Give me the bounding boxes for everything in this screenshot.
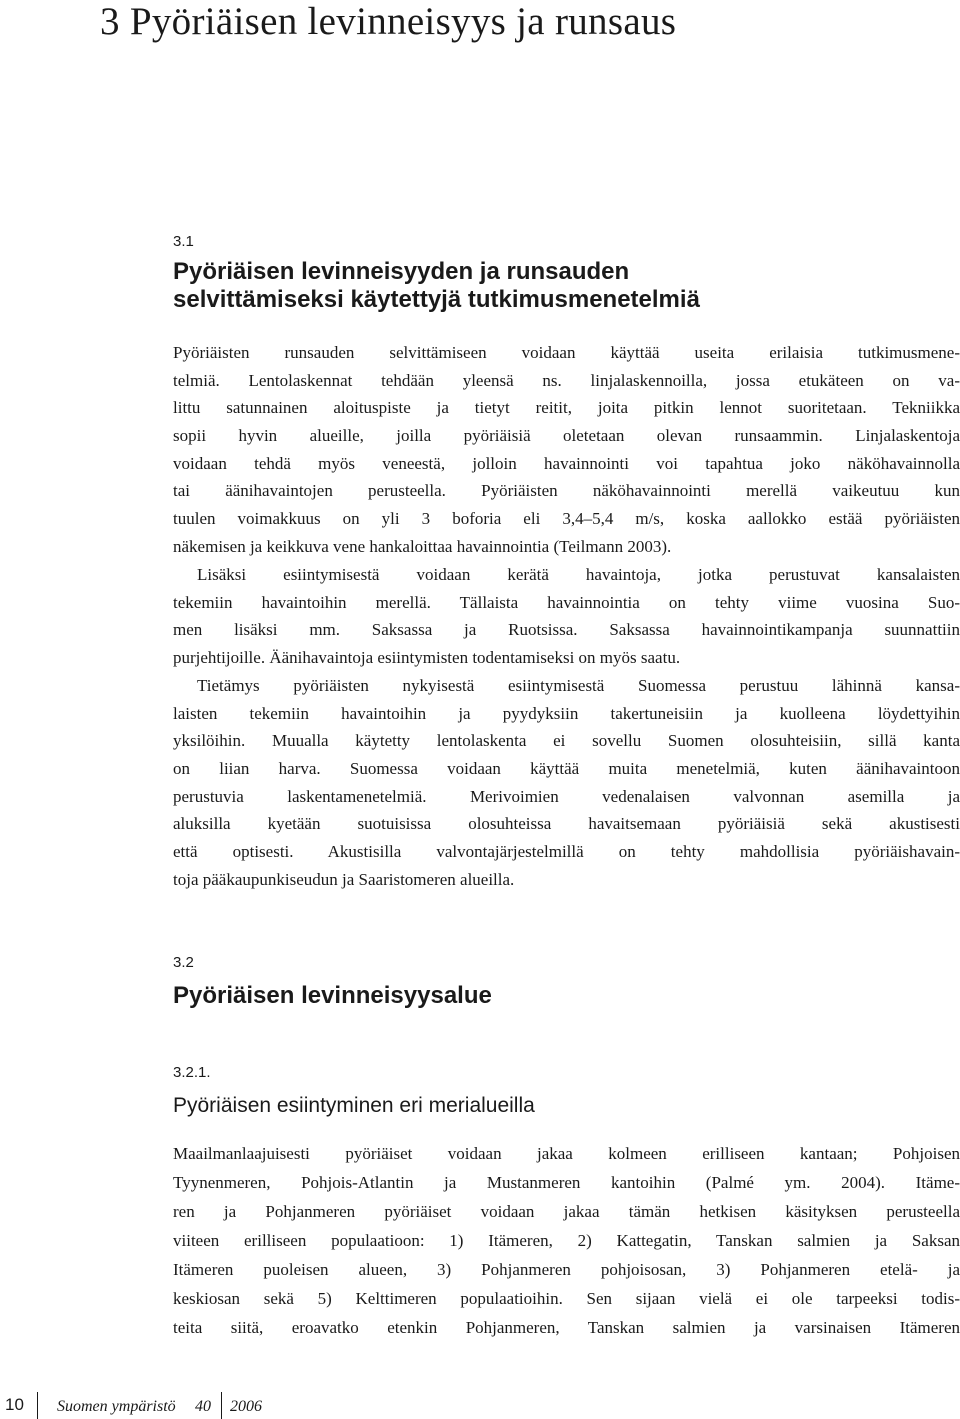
text-line: Tietämys pyöriäisten nykyisestä esiintymisestä Suomessa perustuu lähinnä kansa-	[197, 676, 960, 695]
text-line: näkemisen ja keikkuva vene hankaloittaa havainnointia (Teilmann 2003).	[173, 536, 672, 556]
paragraph	[173, 1139, 960, 1342]
text-line: littu satunnainen aloituspiste ja tietyt reitit, joita pitkin lennot suoritetaan. Tekniikka	[173, 398, 960, 418]
text-line: Lisäksi esiintymisestä voidaan kerätä havaintoja, jotka perustuvat kansalaisten	[197, 565, 960, 584]
text-line: että optisesti. Akustisilla valvontajärjestelmillä on tehty mahdollisia pyöriäishavain-	[173, 842, 960, 862]
text-line: ren ja Pohjanmeren pyöriäiset voidaan jakaa tämän hetkisen käsityksen perusteella	[173, 1202, 960, 1221]
section-heading	[173, 982, 492, 1010]
page-footer	[0, 1392, 400, 1419]
text-line: Itämeren puoleisen alueen, 3) Pohjanmeren pohjoisosan, 3) Pohjanmeren etelä- ja	[173, 1260, 960, 1279]
issue-number: 40	[195, 1398, 211, 1415]
paragraph	[173, 561, 960, 672]
section-heading-line: Pyöriäisen levinneisyyden ja runsauden	[173, 258, 630, 285]
text-line: toja pääkaupunkiseudun ja Saaristomeren alueilla.	[173, 869, 515, 889]
text-line: sopii hyvin alueille, joilla pyöriäisiä oletetaan olevan runsaammin. Linjalaskentoja	[173, 426, 960, 446]
section-heading-line: Pyöriäisen levinneisyysalue	[173, 982, 492, 1009]
text-line: laisten tekemiin havaintoihin ja pyydyksiin takertuneisiin ja kuolleena löydettyihin	[173, 703, 960, 723]
paragraph	[173, 339, 960, 561]
text-line: yksilöihin. Muualla käytetty lentolaskenta ei sovellu Suomen olosuhteisiin, sillä kanta	[173, 731, 960, 751]
section-heading	[173, 258, 700, 314]
text-line: men lisäksi mm. Saksassa ja Ruotsissa. Saksassa havainnointikampanja suunnattiin	[173, 620, 960, 640]
section-number: 3.2	[173, 954, 194, 971]
section-number: 3.1	[173, 233, 194, 250]
subsection-heading: Pyöriäisen esiintyminen eri merialueilla	[173, 1094, 535, 1117]
text-line: telmiä. Lentolaskennat tehdään yleensä ns. linjalaskennoilla, jossa etukäteen on va-	[173, 370, 960, 390]
text-line: tuulen voimakkuus on yli 3 boforia eli 3,4–5,4 m/s, koska aallokko estää pyöriäisten	[173, 509, 960, 529]
text-line: Tyynenmeren, Pohjois-Atlantin ja Mustanmeren kantoihin (Palmé ym. 2004). Itäme-	[173, 1173, 960, 1192]
text-line: Pyöriäisten runsauden selvittämiseen voidaan käyttää useita erilaisia tutkimusmene-	[173, 343, 960, 362]
text-line: tekemiin havaintoihin merellä. Tällaista havainnointia on tehty viime vuosina Suo-	[173, 592, 960, 612]
text-line: on liian harva. Suomessa voidaan käyttää muita menetelmiä, kuten äänihavaintoon	[173, 759, 960, 779]
text-line: viiteen erilliseen populaatioon: 1) Itämeren, 2) Kattegatin, Tanskan salmien ja Saksan	[173, 1231, 960, 1250]
section-heading-line: selvittämiseksi käytettyjä tutkimusmenetelmiä	[173, 286, 700, 313]
text-line: keskiosan sekä 5) Kelttimeren populaatioihin. Sen sijaan vielä ei ole tarpeeksi todis-	[173, 1289, 960, 1308]
text-line: purjehtijoille. Äänihavaintoja esiintymisten todentamiseksi on myös saatu.	[173, 648, 681, 668]
text-line: teita siitä, eroavatko etenkin Pohjanmeren, Tanskan salmien ja varsinaisen Itämeren	[173, 1318, 960, 1337]
paragraph	[173, 672, 960, 894]
text-line: perustuvia laskentamenetelmiä. Merivoimien vedenalaisen valvonnan asemilla ja	[173, 786, 960, 806]
subsection-number: 3.2.1.	[173, 1064, 211, 1081]
text-line: tai äänihavaintojen perusteella. Pyöriäisten näköhavainnointi merellä vaikeutuu kun	[173, 481, 960, 501]
publication-year: 2006	[230, 1398, 262, 1415]
publication-name: Suomen ympäristö	[57, 1398, 176, 1415]
chapter-title: 3 Pyöriäisen levinneisyys ja runsaus	[100, 0, 677, 43]
text-line: voidaan tehdä myös veneestä, jolloin havainnointi voi tapahtua joko näköhavainnolla	[173, 453, 960, 473]
text-line: aluksilla kyetään suotuisissa olosuhteissa havaitsemaan pyöriäisiä sekä akustisesti	[173, 814, 960, 834]
footer-divider	[221, 1392, 222, 1419]
page-number: 10	[5, 1395, 24, 1414]
text-line: Maailmanlaajuisesti pyöriäiset voidaan jakaa kolmeen erilliseen kantaan; Pohjoisen	[173, 1144, 960, 1163]
footer-divider	[37, 1392, 38, 1419]
